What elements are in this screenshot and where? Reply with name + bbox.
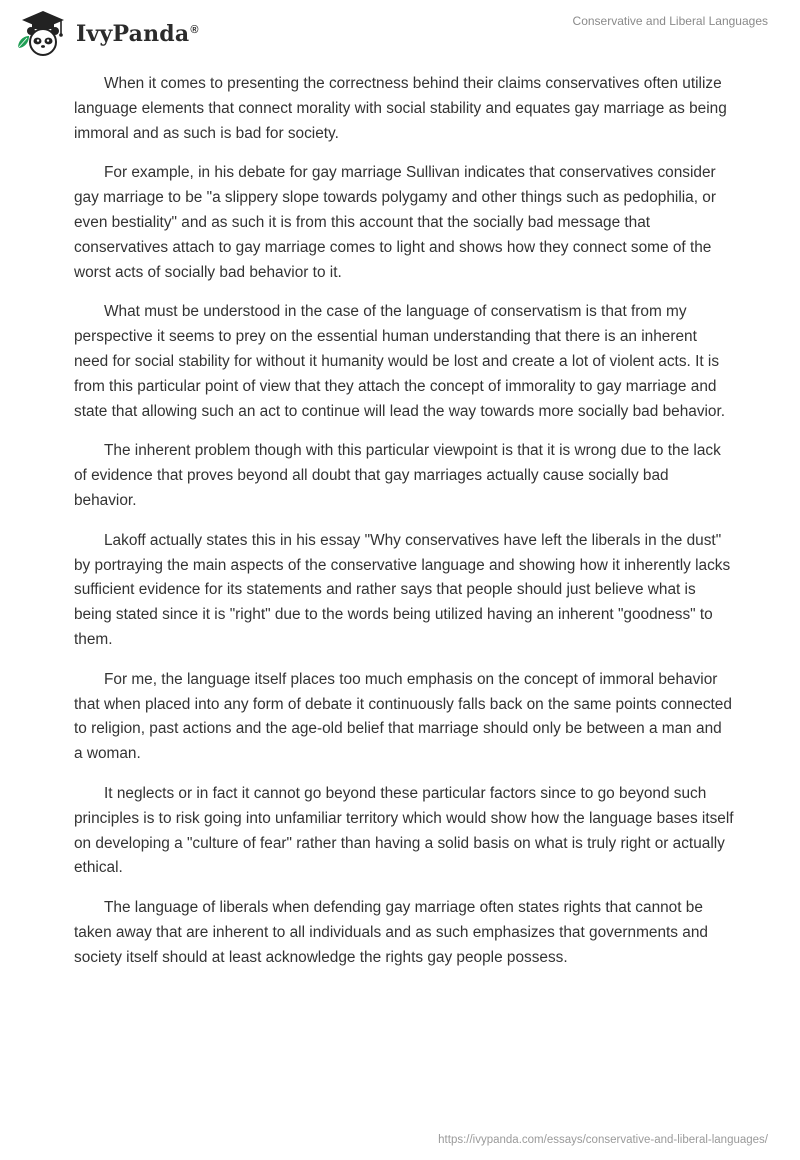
panda-graduate-icon [14, 8, 72, 58]
paragraph: It neglects or in fact it cannot go beyond these particular factors since to go beyond such principles is to risk going into unfamiliar territory which would show how the language bases itself on developing a "culture of fear" rather than having a solid basis on what is truly right or actually ethical. [74, 784, 734, 877]
paragraph: When it comes to presenting the correctness behind their claims conservatives often utilize language elements that connect morality with social stability and equates gay marriage as being immoral and as such is bad for society. [74, 75, 727, 142]
ivypanda-logo[interactable] [14, 8, 199, 58]
paragraph: The inherent problem though with this particular viewpoint is that it is wrong due to the lack of evidence that proves beyond all doubt that gay marriages actually cause socially bad behavior. [74, 442, 721, 509]
page-header [0, 0, 800, 60]
paragraph: Lakoff actually states this in his essay "Why conservatives have left the liberals in the dust" by portraying the main aspects of the conservative language and showing how it inherently lacks sufficient evidence for its statements and rather says that people should just believe what is being stated since it is "right" due to the words being utilized having an inherent "goodness" to them. [74, 531, 731, 648]
paragraph: For me, the language itself places too much emphasis on the concept of immoral behavior that when placed into any form of debate it continuously falls back on the same points connected to religion, past actions and the age-old belief that marriage should only be between a man and a woman. [74, 670, 732, 763]
paragraph: For example, in his debate for gay marriage Sullivan indicates that conservatives consider gay marriage to be "a slippery slope towards polygamy and other things such as pedophilia, or even bestiality" and as such it is from this account that the socially bad message that conservatives attach to gay marriage comes to light and shows how they connect some of the worst acts of socially bad behavior to it. [74, 164, 716, 281]
brand-name: IvyPanda® [76, 21, 199, 47]
essay-body [74, 72, 734, 986]
document-title: Conservative and Liberal Languages [572, 14, 768, 28]
paragraph: The language of liberals when defending gay marriage often states rights that cannot be taken away that are inherent to all individuals and as such emphasizes that governments and society itself should at least acknowledge the rights gay people possess. [74, 899, 708, 966]
paragraph: What must be understood in the case of the language of conservatism is that from my perspective it seems to prey on the essential human understanding that there is an inherent need for social stability for without it humanity would be lost and create a lot of violent acts. It is from this particular point of view that they attach the concept of immorality to gay marriage and state that allowing such an act to continue will lead the way towards more socially bad behavior. [74, 303, 726, 420]
source-url-link[interactable]: https://ivypanda.com/essays/conservative-and-liberal-languages/ [438, 1134, 768, 1146]
